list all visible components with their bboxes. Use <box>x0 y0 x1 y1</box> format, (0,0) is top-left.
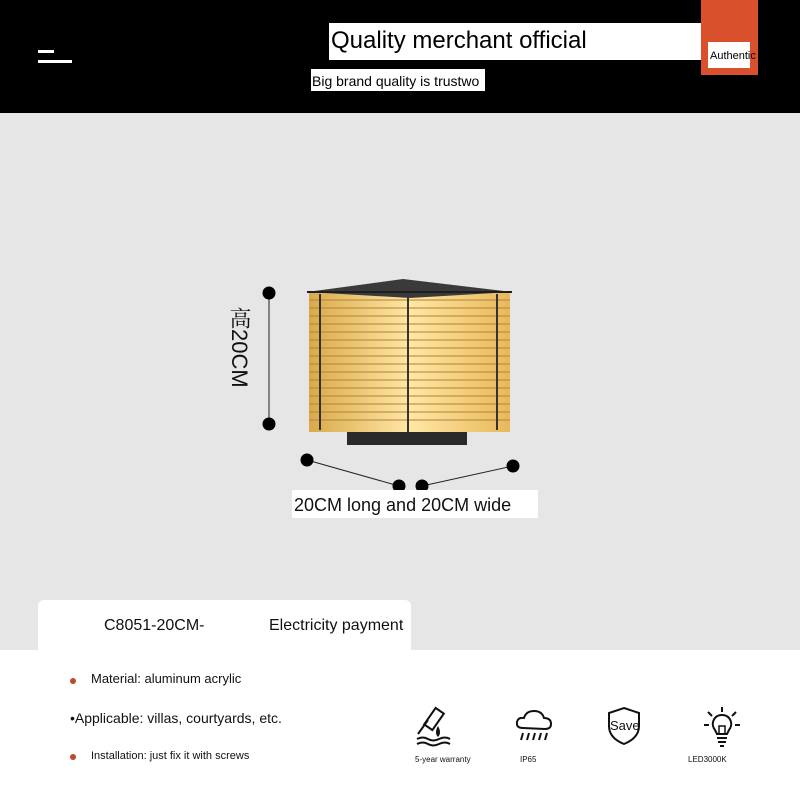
warranty-icon <box>414 706 456 748</box>
dimensions-label: 20CM long and 20CM wide <box>294 495 512 515</box>
authentic-badge: Authentic <box>710 50 756 62</box>
height-label: 高20CM <box>227 307 252 388</box>
page-title: Quality merchant official <box>331 27 587 54</box>
save-label: Save <box>610 718 640 733</box>
bullet-icon <box>70 678 76 684</box>
ip-rating-label: IP65 <box>520 755 537 764</box>
led-label: LED3000K <box>688 755 727 764</box>
page-subtitle: Big brand quality is trustwo <box>312 73 480 89</box>
bullet-icon <box>70 754 76 760</box>
warranty-label: 5-year warranty <box>415 755 471 764</box>
lamp-image <box>307 279 512 445</box>
light-bulb-icon <box>703 706 741 748</box>
model-option[interactable]: C8051-20CM- <box>104 617 205 634</box>
spec-material: Material: aluminum acrylic <box>91 671 242 686</box>
spec-installation: Installation: just fix it with screws <box>91 750 250 762</box>
spec-applicable: •Applicable: villas, courtyards, etc. <box>70 710 282 726</box>
payment-option[interactable]: Electricity payment <box>269 617 404 634</box>
rain-cloud-icon <box>513 708 555 744</box>
